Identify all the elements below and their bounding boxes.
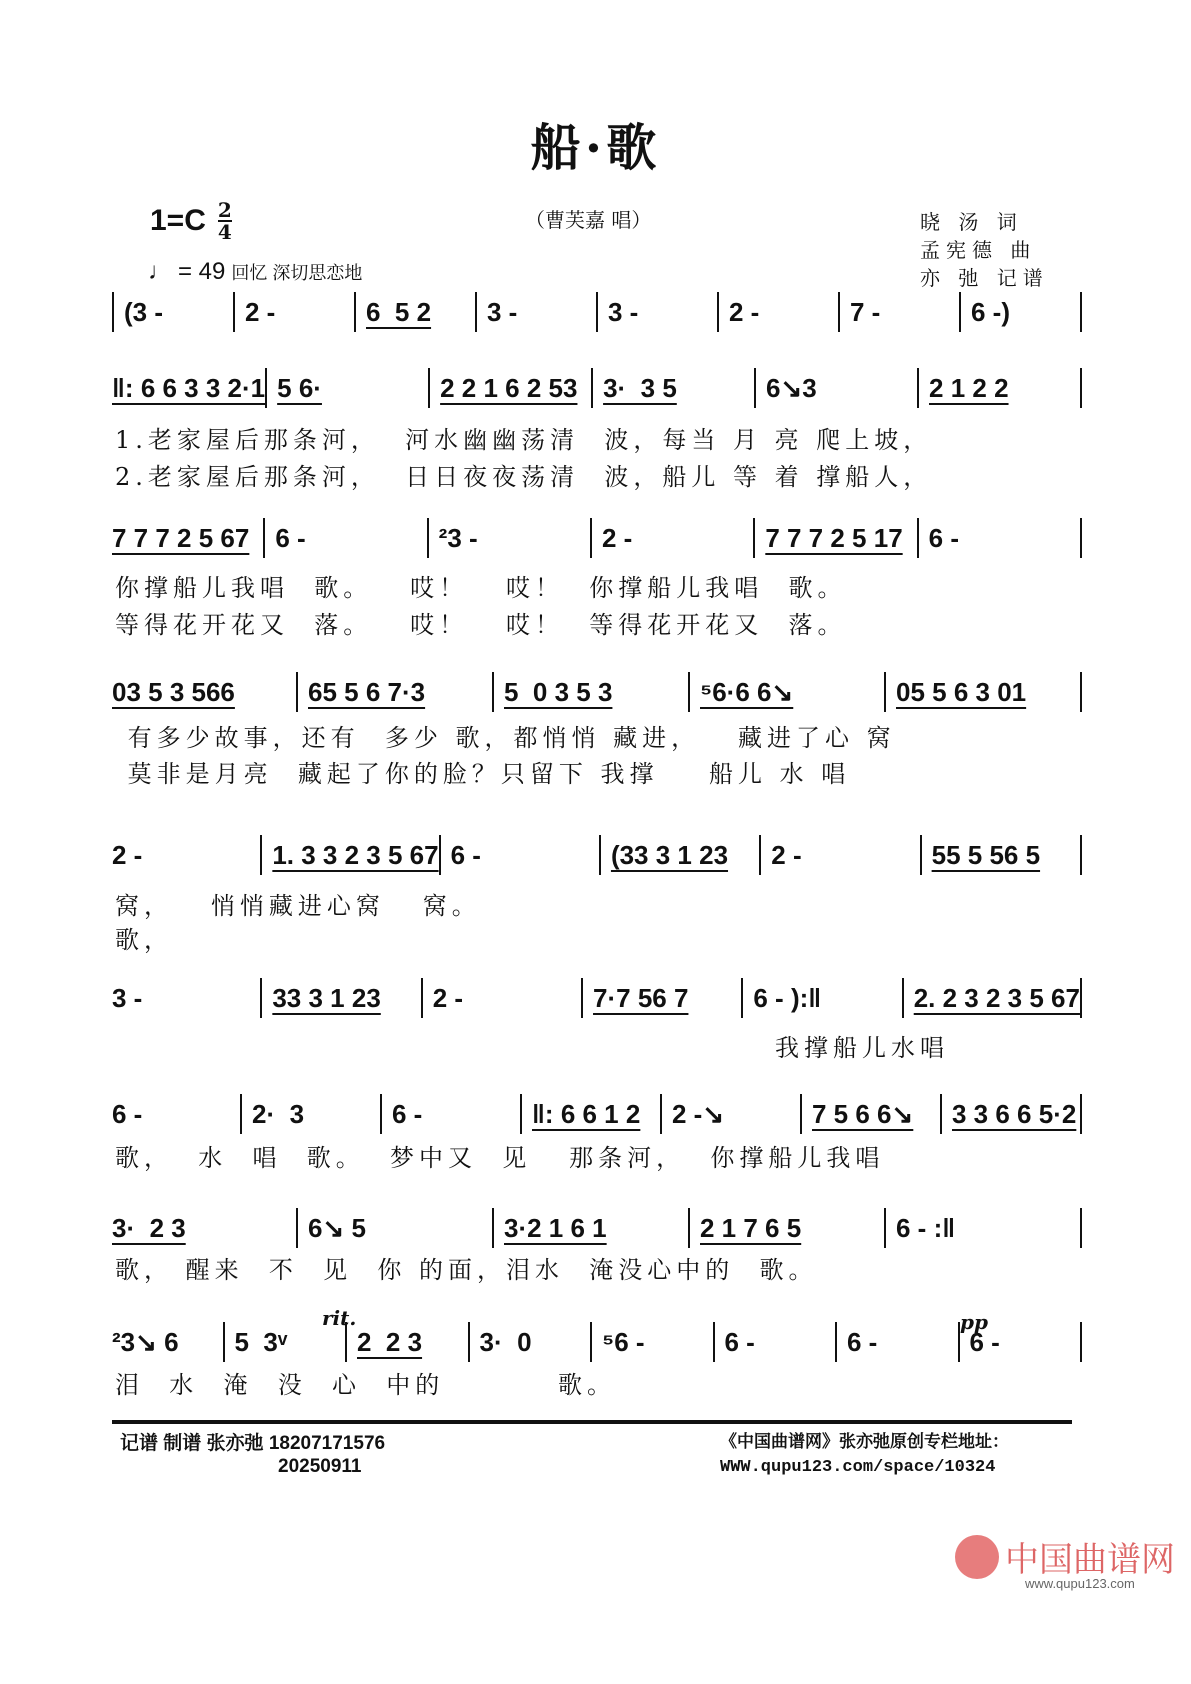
measure: 6 - [713,1322,836,1362]
measure: 2. 2 3 2 3 5 67 [902,978,1082,1018]
lyric-line: 等得花开花又 落。 哎！ 哎！ 等得花开花又 落。 [115,611,847,639]
measure: 6 - [958,1322,1083,1362]
measure: 3· 3 5 [591,368,754,408]
footer-divider [112,1420,1072,1424]
tempo-marking: ♩ = 49 回忆 深切思恋地 [148,258,363,285]
credits: 晓 汤 词 孟宪德 曲 亦 弛 记谱 [920,210,1049,290]
staff-row [112,368,1082,408]
measure: 6 5 2 [354,292,475,332]
measure: 2 - [717,292,838,332]
measure: 6↘ 5 [296,1208,492,1248]
lyric-line: 泪 水 淹 没 心 中的 歌。 [115,1371,616,1399]
staff-row [112,835,1082,875]
measure: (3 - [112,292,233,332]
measure: 6 - :‖ [884,1208,1082,1248]
measure: 6 - [439,835,599,875]
measure: 33 3 1 23 [260,978,420,1018]
measure: 2 - [759,835,919,875]
rit-marking: rit. [322,1306,357,1330]
measure: 5 0 3 5 3 [492,672,688,712]
staff-row [112,1094,1082,1134]
measure: 6 - ):‖ [741,978,901,1018]
measure: 6 -) [959,292,1082,332]
measure: ‖: 6 6 3 3 2·1 [112,373,266,403]
watermark-logo-icon [955,1535,999,1579]
measure: 7 - [838,292,959,332]
measure: 2 - [233,292,354,332]
song-title: 船·歌 [530,118,661,177]
measure: 6↘3 [754,368,917,408]
measure: 3· 0 [468,1322,591,1362]
measure: 2 - [421,978,581,1018]
lyric-line: 窝， 悄悄藏进心窝 窝。 [115,892,481,920]
footer-left: 记谱 制谱 张亦弛 18207171576 20250911 [120,1433,386,1477]
measure: 6 - [917,518,1082,558]
measure: ²3↘ 6 [112,1327,179,1357]
measure: 3 3 6 6 5·2 [940,1094,1082,1134]
lyric-line: 2.老家屋后那条河， 日日夜夜荡清 波，船儿 等 着 撑船人， [115,463,933,491]
measure: 7 7 7 2 5 67 [112,523,250,553]
pp-marking: pp [960,1310,988,1334]
measure: 55 5 56 5 [920,835,1082,875]
key: 1=C [150,204,206,237]
lyric-line: 歌， 醒来 不 见 你 的面，泪水 淹没心中的 歌。 [115,1256,818,1284]
measure: 3·2 1 6 1 [492,1208,688,1248]
measure: 1. 3 3 2 3 5 67 [260,835,438,875]
lyric-line: 有多少故事，还有 多少 歌，都悄悄 藏进， 藏进了心 窝 [115,724,896,752]
measure: ⁵6·6 6↘ [688,672,884,712]
measure: (33 3 1 23 [599,835,759,875]
staff-row [112,518,1082,558]
measure: 6 - [835,1322,958,1362]
footer-right: 《中国曲谱网》张亦弛原创专栏地址： WWW.qupu123.com/space/10324 [720,1434,1009,1477]
measure: 2 - [590,518,753,558]
measure: 3 - [596,292,717,332]
measure: 2 1 7 6 5 [688,1208,884,1248]
watermark: 中国曲谱网 www.qupu123.com [955,1532,1175,1581]
staff-row [112,978,1082,1018]
measure: ⁵6 - [590,1322,713,1362]
measure: 7 7 7 2 5 17 [753,518,916,558]
measure: 7 5 6 6↘ [800,1094,940,1134]
lyric-line: 我撑船儿水唱 [775,1034,949,1062]
singer: （曹芙嘉 唱） [525,208,652,232]
measure: 6 - [263,518,426,558]
lyric-line: 歌， [115,926,173,954]
measure: 7·7 56 7 [581,978,741,1018]
measure: 05 5 6 3 01 [884,672,1082,712]
measure: 5 6· [265,368,428,408]
measure: 2 -↘ [660,1094,800,1134]
lyric-line: 1.老家屋后那条河， 河水幽幽荡清 波，每当 月 亮 爬上坡， [115,426,933,454]
measure: 3· 2 3 [112,1213,186,1243]
quarter-note-icon: ♩ [148,258,172,285]
measure: 65 5 6 7·3 [296,672,492,712]
staff-row [112,672,1082,712]
measure: 5 3ᵛ [223,1322,346,1362]
staff-row [112,1208,1082,1248]
staff-row [112,1322,1082,1362]
lyric-line: 莫非是月亮 藏起了你的脸？只留下 我撑 船儿 水 唱 [115,760,851,788]
staff-row [112,292,1082,332]
measure: 3 - [475,292,596,332]
lyric-line: 歌， 水 唱 歌。 梦中又 见 那条河， 你撑船儿我唱 [115,1144,885,1172]
key-signature [150,200,232,242]
measure: 2 - [112,840,143,870]
measure: ‖: 6 6 1 2 [520,1094,660,1134]
measure: 2 1 2 2 [917,368,1082,408]
measure: 03 5 3 566 [112,677,235,707]
measure: 2 2 3 [345,1322,468,1362]
measure: 6 - [380,1094,520,1134]
measure: 2 2 1 6 2 53 [428,368,591,408]
measure: 3 - [112,983,143,1013]
time-signature: $\frac{2}{4}$ [217,198,232,244]
measure: 2· 3 [240,1094,380,1134]
lyric-line: 你撑船儿我唱 歌。 哎！ 哎！ 你撑船儿我唱 歌。 [115,574,847,602]
measure: 6 - [112,1099,143,1129]
measure: ²3 - [427,518,590,558]
